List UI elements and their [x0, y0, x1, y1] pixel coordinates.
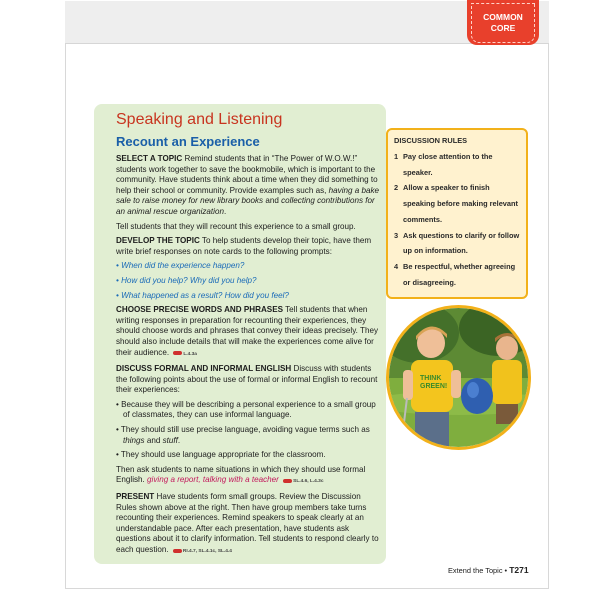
page-footer [448, 565, 529, 575]
rule-item: 1 Pay close attention to the speaker. [394, 152, 493, 177]
standard-tag: RI.4.7, SL.4.1c, SL.4.4 [171, 549, 232, 554]
bullet-precise: • They should still use precise language, avoiding vague terms such as things and stuff. [116, 425, 370, 445]
lesson-subtitle: Recount an Experience [116, 134, 260, 149]
footer-label: Extend the Topic • [448, 566, 510, 575]
page-number: T271 [509, 565, 529, 575]
standard-tag: L.4.3a [171, 352, 197, 357]
common-core-badge [467, 0, 539, 45]
bullet-appropriate: • They should use language appropriate for the classroom. [116, 450, 326, 460]
prompt-3: • What happened as a result? How did you feel? [116, 290, 289, 300]
precise-words-paragraph: CHOOSE PRECISE WORDS AND PHRASES Tell students that when writing responses in preparation for recounting their experiences, they should choose words and phrases that convey their ideas precisely. They should also include details that will make the experiences come alive for their audience. L.4.3a [116, 305, 378, 357]
prompt-1: • When did the experience happen? [116, 261, 245, 271]
recount-paragraph: Tell students that they will recount this experience to a small group. [116, 221, 356, 231]
select-topic-paragraph: SELECT A TOPIC Remind students that in “The Power of W.O.W.!” students work together to save the bookmobile, which is important to the community. Have students think about a time when they did something to help their school or community. Provide examples such as, having a bake sale to raise money for new library books and collecting contributions for an animal rescue organization. [116, 154, 380, 216]
kids-cleanup-photo [386, 305, 531, 450]
prompt-2: • How did you help? Why did you help? [116, 275, 257, 285]
formal-situations-paragraph: Then ask students to name situations in which they should use formal English. giving a report, talking with a teacher SL.4.6, L.4.3c [116, 464, 366, 485]
rules-title: DISCUSSION RULES [394, 136, 468, 145]
shirt-text-2: GREEN! [420, 383, 448, 390]
standard-tag: SL.4.6, L.4.3c [281, 479, 323, 484]
rule-item: 2 Allow a speaker to finish speaking before making relevant comments. [394, 183, 519, 224]
present-paragraph: PRESENT Have students form small groups. Review the Discussion Rules shown above at the right. Then have group members take turns recounting their experiences. Remind speakers to speak clearly at an understandable pace. After each presentation, have students ask questions about it to clarify information. Tell students to respond clearly to each question. RI.4.7, SL.4.1c, SL.4.4 [116, 492, 379, 554]
lesson-content [116, 110, 381, 562]
discussion-rules-box [386, 128, 528, 299]
formal-informal-paragraph: DISCUSS FORMAL AND INFORMAL ENGLISH Discuss with students the following points about the use of formal or informal English to recount their experiences: [116, 364, 378, 395]
badge-line-1: COMMON [483, 11, 523, 22]
rule-item: 3 Ask questions to clarify or follow up on information. [394, 230, 520, 256]
shirt-text-1: THINK [420, 375, 442, 382]
rule-item: 4 Be respectful, whether agreeing or disagreeing. [394, 261, 516, 287]
badge-line-2: CORE [490, 22, 516, 33]
develop-topic-paragraph: DEVELOP THE TOPIC To help students develop their topic, have them write brief responses on note cards to the following prompts: [116, 236, 372, 256]
bullet-informal: • Because they will be describing a personal experience to a small group of classmates, they can use informal language. [116, 399, 376, 420]
section-title: Speaking and Listening [116, 111, 283, 128]
